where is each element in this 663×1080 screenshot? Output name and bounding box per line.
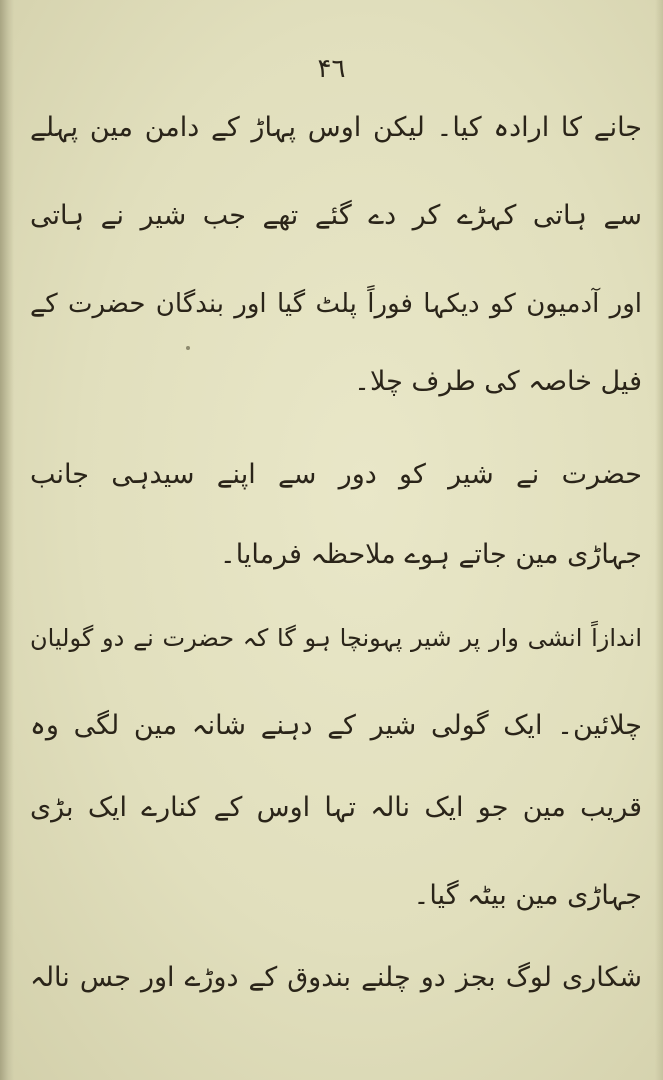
text-line: حضرت نے شیر کو دور سے اپنے سیدہی جانب [30,459,642,490]
text-line: اندازاً انشی وار پر شیر پہونچا ہو گا کہ حضرت نے دو گولیان [30,624,642,652]
paper-speck [186,346,190,350]
text-line: چلائین۔ ایک گولی شیر کے دہنے شانہ مین لگی وہ [30,710,642,741]
text-line: قریب مین جو ایک نالہ تہا اوس کے کنارے ایک بڑی [30,792,642,823]
text-line: شکاری لوگ بجز دو چلنے بندوق کے دوڑے اور جس نالہ [30,962,642,993]
text-line: سے ہاتی کہڑے کر دے گئے تھے جب شیر نے ہاتی [30,200,642,231]
text-line: فیل خاصہ کی طرف چلا۔ [354,366,642,397]
text-line: جانے کا ارادہ کیا۔ لیکن اوس پہاڑ کے دامن مین پہلے [30,112,642,143]
page-edge-shadow [655,0,663,1080]
page-binding-shadow [0,0,14,1080]
text-line: جہاڑی مین بیٹہ گیا۔ [413,880,642,911]
text-line: اور آدمیون کو دیکہا فوراً پلٹ گیا اور بندگان حضرت کے [30,289,642,319]
page-number: ۴٦ [317,54,346,84]
text-line: جہاڑی مین جاتے ہوے ملاحظہ فرمایا۔ [219,539,642,570]
